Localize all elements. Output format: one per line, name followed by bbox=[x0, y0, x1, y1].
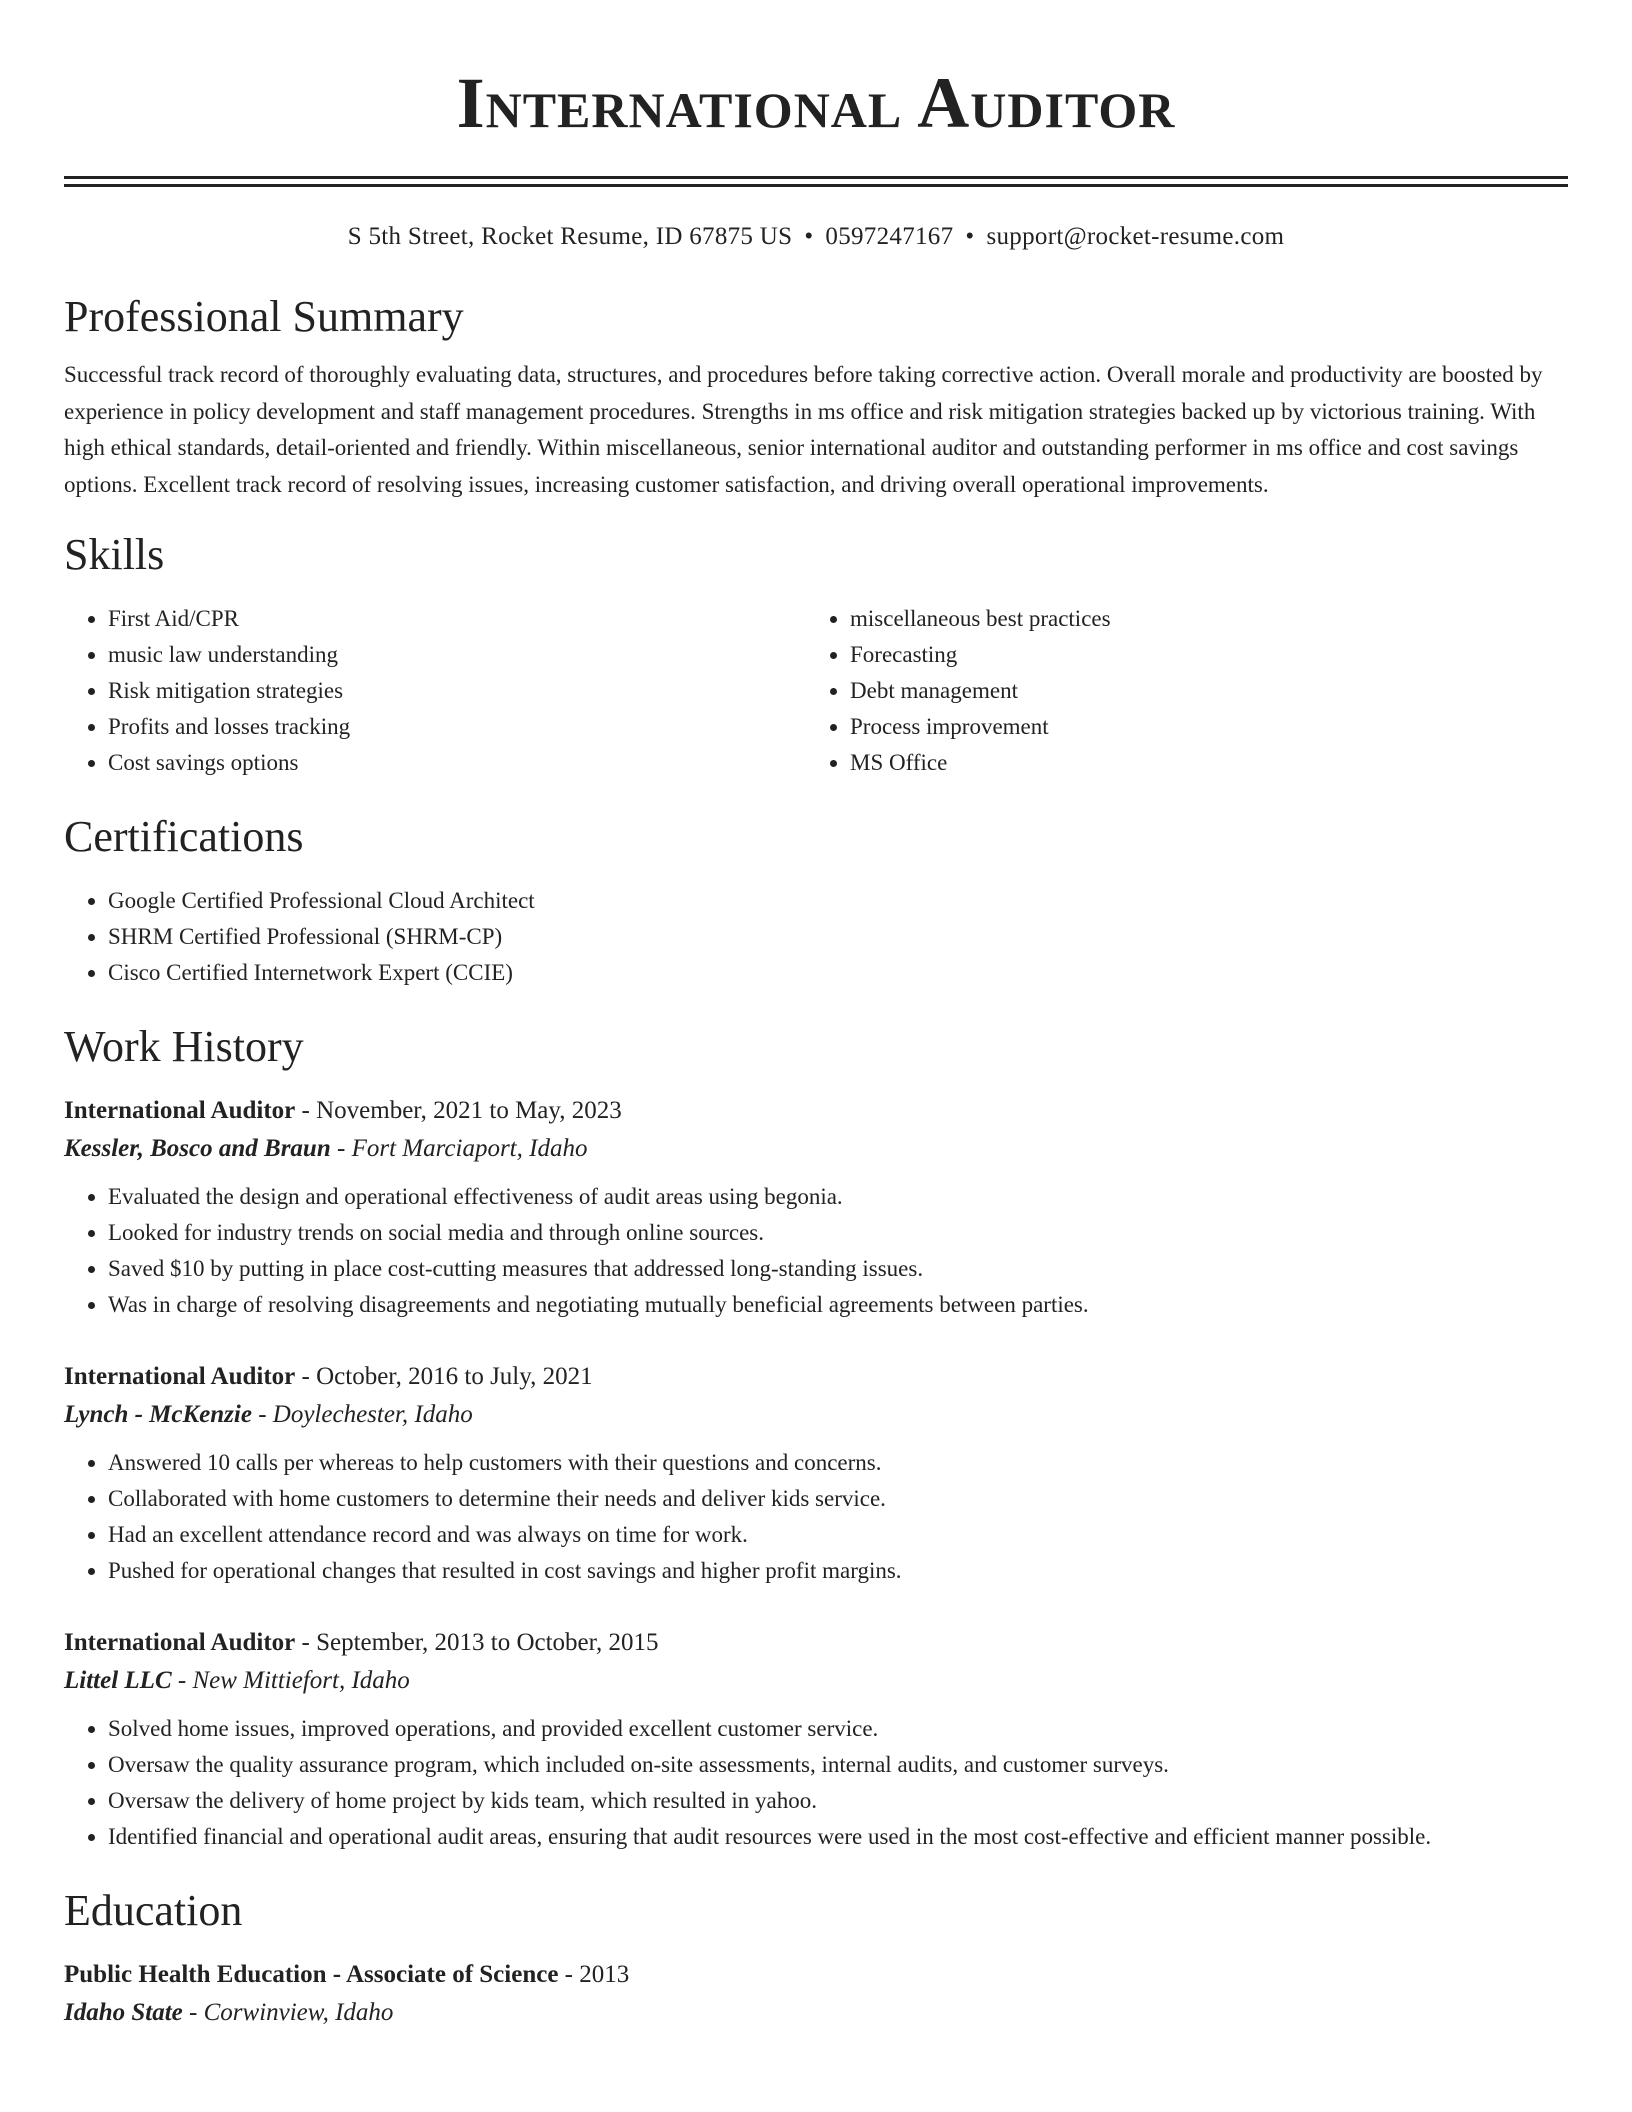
job-title-line bbox=[64, 1359, 1568, 1395]
job-location: Fort Marciaport, Idaho bbox=[351, 1135, 588, 1162]
skill-item: • First Aid/CPR bbox=[108, 601, 806, 637]
section-title-education: Education bbox=[64, 1886, 243, 1935]
dash-separator: - bbox=[295, 1363, 317, 1390]
contact-address: S 5th Street, Rocket Resume, ID 67875 US bbox=[347, 223, 793, 250]
certification-item: • SHRM Certified Professional (SHRM-CP) bbox=[108, 919, 1568, 955]
job-bullet: • Had an excellent attendance record and was always on time for work. bbox=[108, 1517, 1568, 1553]
resume-name: International Auditor bbox=[456, 63, 1176, 143]
job-bullet: • Saved $10 by putting in place cost-cutting measures that addressed long-standing issues. bbox=[108, 1251, 1568, 1287]
contact-line bbox=[64, 221, 1568, 253]
job-company: Littel LLC bbox=[64, 1667, 172, 1694]
job-dates: November, 2021 to May, 2023 bbox=[316, 1097, 622, 1124]
job-entry bbox=[64, 1093, 1568, 1323]
job-bullet: • Oversaw the delivery of home project by kids team, which resulted in yahoo. bbox=[108, 1783, 1568, 1819]
job-role: International Auditor bbox=[64, 1629, 296, 1656]
job-role: International Auditor bbox=[64, 1097, 296, 1124]
dash-separator: - bbox=[182, 1999, 204, 2026]
education-year: 2013 bbox=[579, 1961, 630, 1988]
job-bullets bbox=[64, 1445, 1568, 1589]
job-bullet: • Looked for industry trends on social media and through online sources. bbox=[108, 1215, 1568, 1251]
dash-separator: - bbox=[171, 1667, 193, 1694]
dash-separator: - bbox=[251, 1401, 273, 1428]
dash-separator: - bbox=[330, 1135, 352, 1162]
section-title-skills: Skills bbox=[64, 530, 165, 579]
certification-item: • Google Certified Professional Cloud Architect bbox=[108, 883, 1568, 919]
skill-item: • Cost savings options bbox=[108, 745, 806, 781]
section-title-certifications: Certifications bbox=[64, 812, 304, 861]
section-title-work-history: Work History bbox=[64, 1022, 304, 1071]
job-bullets bbox=[64, 1179, 1568, 1323]
job-bullet: • Answered 10 calls per whereas to help customers with their questions and concerns. bbox=[108, 1445, 1568, 1481]
skill-item: • Forecasting bbox=[850, 637, 1548, 673]
skill-item: • Process improvement bbox=[850, 709, 1548, 745]
job-location: Doylechester, Idaho bbox=[272, 1401, 473, 1428]
job-bullets bbox=[64, 1711, 1568, 1855]
contact-email: support@rocket-resume.com bbox=[986, 223, 1285, 250]
skills-list-left bbox=[64, 601, 806, 781]
education-entry bbox=[64, 1957, 1568, 2033]
skill-item: • music law understanding bbox=[108, 637, 806, 673]
job-company-line bbox=[64, 1661, 1568, 1701]
header-double-rule bbox=[64, 176, 1568, 187]
skill-item: • MS Office bbox=[850, 745, 1548, 781]
education-school: Idaho State bbox=[64, 1999, 183, 2026]
job-bullet: • Solved home issues, improved operations, and provided excellent customer service. bbox=[108, 1711, 1568, 1747]
skills-grid bbox=[64, 601, 1568, 781]
education-school-line bbox=[64, 1993, 1568, 2033]
job-bullet: • Oversaw the quality assurance program, which included on-site assessments, internal audits, and customer surveys. bbox=[108, 1747, 1568, 1783]
job-company: Lynch - McKenzie bbox=[64, 1401, 252, 1428]
job-bullet: • Collaborated with home customers to determine their needs and deliver kids service. bbox=[108, 1481, 1568, 1517]
job-dates: September, 2013 to October, 2015 bbox=[316, 1629, 659, 1656]
job-bullet: • Pushed for operational changes that resulted in cost savings and higher profit margins. bbox=[108, 1553, 1568, 1589]
education-degree-line bbox=[64, 1957, 1568, 1993]
skill-item: • Risk mitigation strategies bbox=[108, 673, 806, 709]
certifications-list bbox=[64, 883, 1568, 991]
job-location: New Mittiefort, Idaho bbox=[192, 1667, 410, 1694]
dash-separator: - bbox=[295, 1629, 317, 1656]
job-entry bbox=[64, 1625, 1568, 1855]
contact-phone: 0597247167 bbox=[825, 223, 954, 250]
education-degree: Public Health Education - Associate of Science bbox=[64, 1961, 559, 1988]
job-dates: October, 2016 to July, 2021 bbox=[316, 1363, 593, 1390]
certification-item: • Cisco Certified Internetwork Expert (CCIE) bbox=[108, 955, 1568, 991]
job-company-line bbox=[64, 1395, 1568, 1435]
job-entry bbox=[64, 1359, 1568, 1589]
job-company-line bbox=[64, 1129, 1568, 1169]
skills-list-right bbox=[806, 601, 1548, 781]
skill-item: • Debt management bbox=[850, 673, 1548, 709]
job-title-line bbox=[64, 1093, 1568, 1129]
contact-separator: • bbox=[965, 223, 975, 250]
job-bullet: • Identified financial and operational audit areas, ensuring that audit resources were used in the most cost-effective and efficient manner possible. bbox=[108, 1819, 1568, 1855]
skill-item: • miscellaneous best practices bbox=[850, 601, 1548, 637]
section-title-summary: Professional Summary bbox=[64, 292, 464, 341]
job-bullet: • Was in charge of resolving disagreements and negotiating mutually beneficial agreements between parties. bbox=[108, 1287, 1568, 1323]
job-company: Kessler, Bosco and Braun bbox=[64, 1135, 331, 1162]
education-location: Corwinview, Idaho bbox=[203, 1999, 394, 2026]
contact-separator: • bbox=[804, 223, 814, 250]
job-bullet: • Evaluated the design and operational effectiveness of audit areas using begonia. bbox=[108, 1179, 1568, 1215]
dash-separator: - bbox=[558, 1961, 580, 1988]
job-role: International Auditor bbox=[64, 1363, 296, 1390]
summary-text: Successful track record of thoroughly evaluating data, structures, and procedures before taking corrective action. Overall morale and productivity are boosted by experience in policy development and staff management procedures. Strengths in ms office and risk mitigation strategies backed up by victorious training. With high ethical standards, detail-oriented and friendly. Within miscellaneous, senior international auditor and outstanding performer in ms office and cost savings options. Excellent track record of resolving issues, increasing customer satisfaction, and driving overall operational improvements. bbox=[64, 362, 1543, 497]
job-title-line bbox=[64, 1625, 1568, 1661]
dash-separator: - bbox=[295, 1097, 317, 1124]
skill-item: • Profits and losses tracking bbox=[108, 709, 806, 745]
